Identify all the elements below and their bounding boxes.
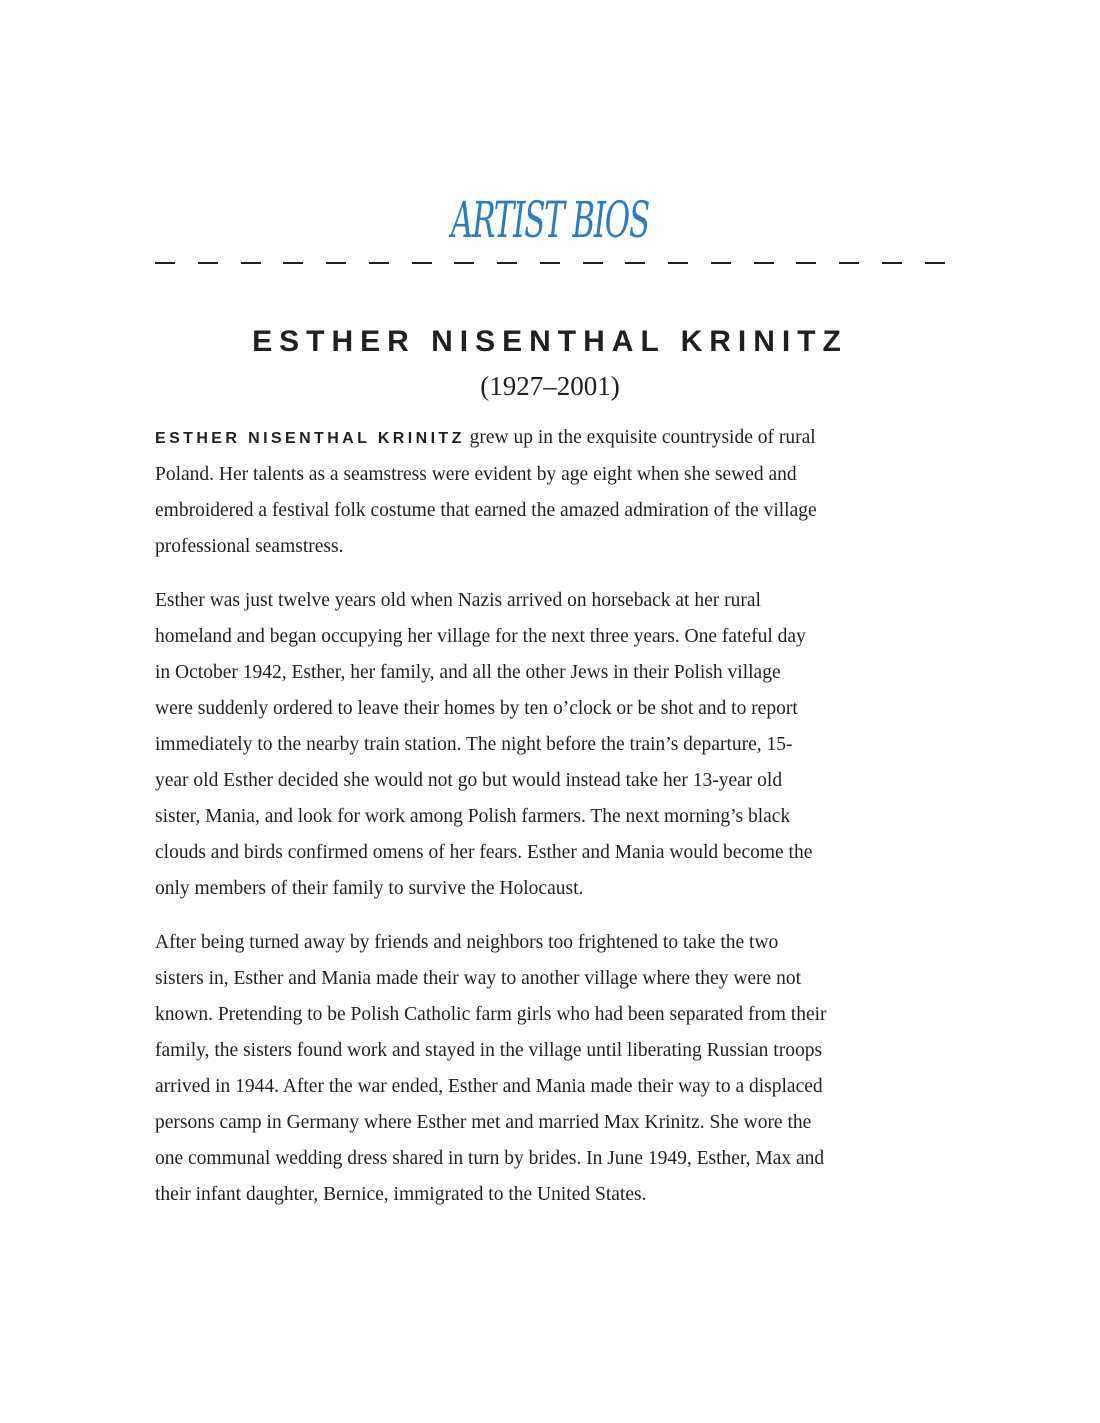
divider-dash — [155, 262, 175, 264]
divider-dash — [839, 262, 859, 264]
text-line: one communal wedding dress shared in turn by brides. In June 1949, Esther, Max and — [155, 1148, 825, 1169]
text-line: professional seamstress. — [155, 536, 344, 557]
divider-dash — [198, 262, 218, 264]
text-line: sisters in, Esther and Mania made their way to another village where they were not — [155, 968, 801, 989]
bio-body — [155, 420, 955, 1231]
text-line: year old Esther decided she would not go but would instead take her 13-year old — [155, 770, 783, 791]
text-line: sister, Mania, and look for work among Polish farmers. The next morning’s black — [155, 806, 791, 827]
bio-paragraph — [155, 583, 955, 907]
divider-dash — [540, 262, 560, 264]
text-line: their infant daughter, Bernice, immigrated to the United States. — [155, 1184, 647, 1205]
bio-paragraph — [155, 925, 955, 1213]
text-line: in October 1942, Esther, her family, and all the other Jews in their Polish village — [155, 662, 781, 683]
text-line: Poland. Her talents as a seamstress were evident by age eight when she sewed and — [155, 464, 797, 485]
divider-dash — [625, 262, 645, 264]
text-line: arrived in 1944. After the war ended, Esther and Mania made their way to a displaced — [155, 1076, 823, 1097]
divider-dash — [412, 262, 432, 264]
section-title: ARTIST BIOS — [451, 191, 649, 249]
divider-dash — [796, 262, 816, 264]
text-line: only members of their family to survive the Holocaust. — [155, 878, 584, 899]
line-text: grew up in the exquisite countryside of rural — [464, 427, 816, 448]
divider-dash — [369, 262, 389, 264]
divider-dash — [925, 262, 945, 264]
lead-in-name: ESTHER NISENTHAL KRINITZ — [155, 430, 465, 447]
divider-dash — [668, 262, 688, 264]
divider-dash — [882, 262, 902, 264]
divider-dash — [454, 262, 474, 264]
divider-dash — [583, 262, 603, 264]
artist-dates: (1927–2001) — [480, 371, 620, 401]
text-line: homeland and began occupying her village for the next three years. One fateful day — [155, 626, 806, 647]
text-line: persons camp in Germany where Esther met and married Max Krinitz. She wore the — [155, 1112, 812, 1133]
divider-dash — [497, 262, 517, 264]
divider-dash — [754, 262, 774, 264]
text-line: family, the sisters found work and stayed in the village until liberating Russian troops — [155, 1040, 823, 1061]
divider-dash — [241, 262, 261, 264]
text-line: clouds and birds confirmed omens of her fears. Esther and Mania would become the — [155, 842, 813, 863]
text-line: Esther was just twelve years old when Nazis arrived on horseback at her rural — [155, 590, 761, 611]
divider-dash — [711, 262, 731, 264]
artist-name: ESTHER NISENTHAL KRINITZ — [252, 325, 848, 358]
text-line: embroidered a festival folk costume that earned the amazed admiration of the village — [155, 500, 817, 521]
bio-paragraph — [155, 420, 955, 565]
text-line: After being turned away by friends and neighbors too frightened to take the two — [155, 932, 779, 953]
divider-dash — [326, 262, 346, 264]
text-line: known. Pretending to be Polish Catholic farm girls who had been separated from their — [155, 1004, 827, 1025]
divider-dash — [283, 262, 303, 264]
text-line: were suddenly ordered to leave their homes by ten o’clock or be shot and to report — [155, 698, 798, 719]
text-line — [155, 420, 955, 457]
dashed-divider — [155, 262, 945, 264]
text-line: immediately to the nearby train station. The night before the train’s departure, 15- — [155, 734, 793, 755]
